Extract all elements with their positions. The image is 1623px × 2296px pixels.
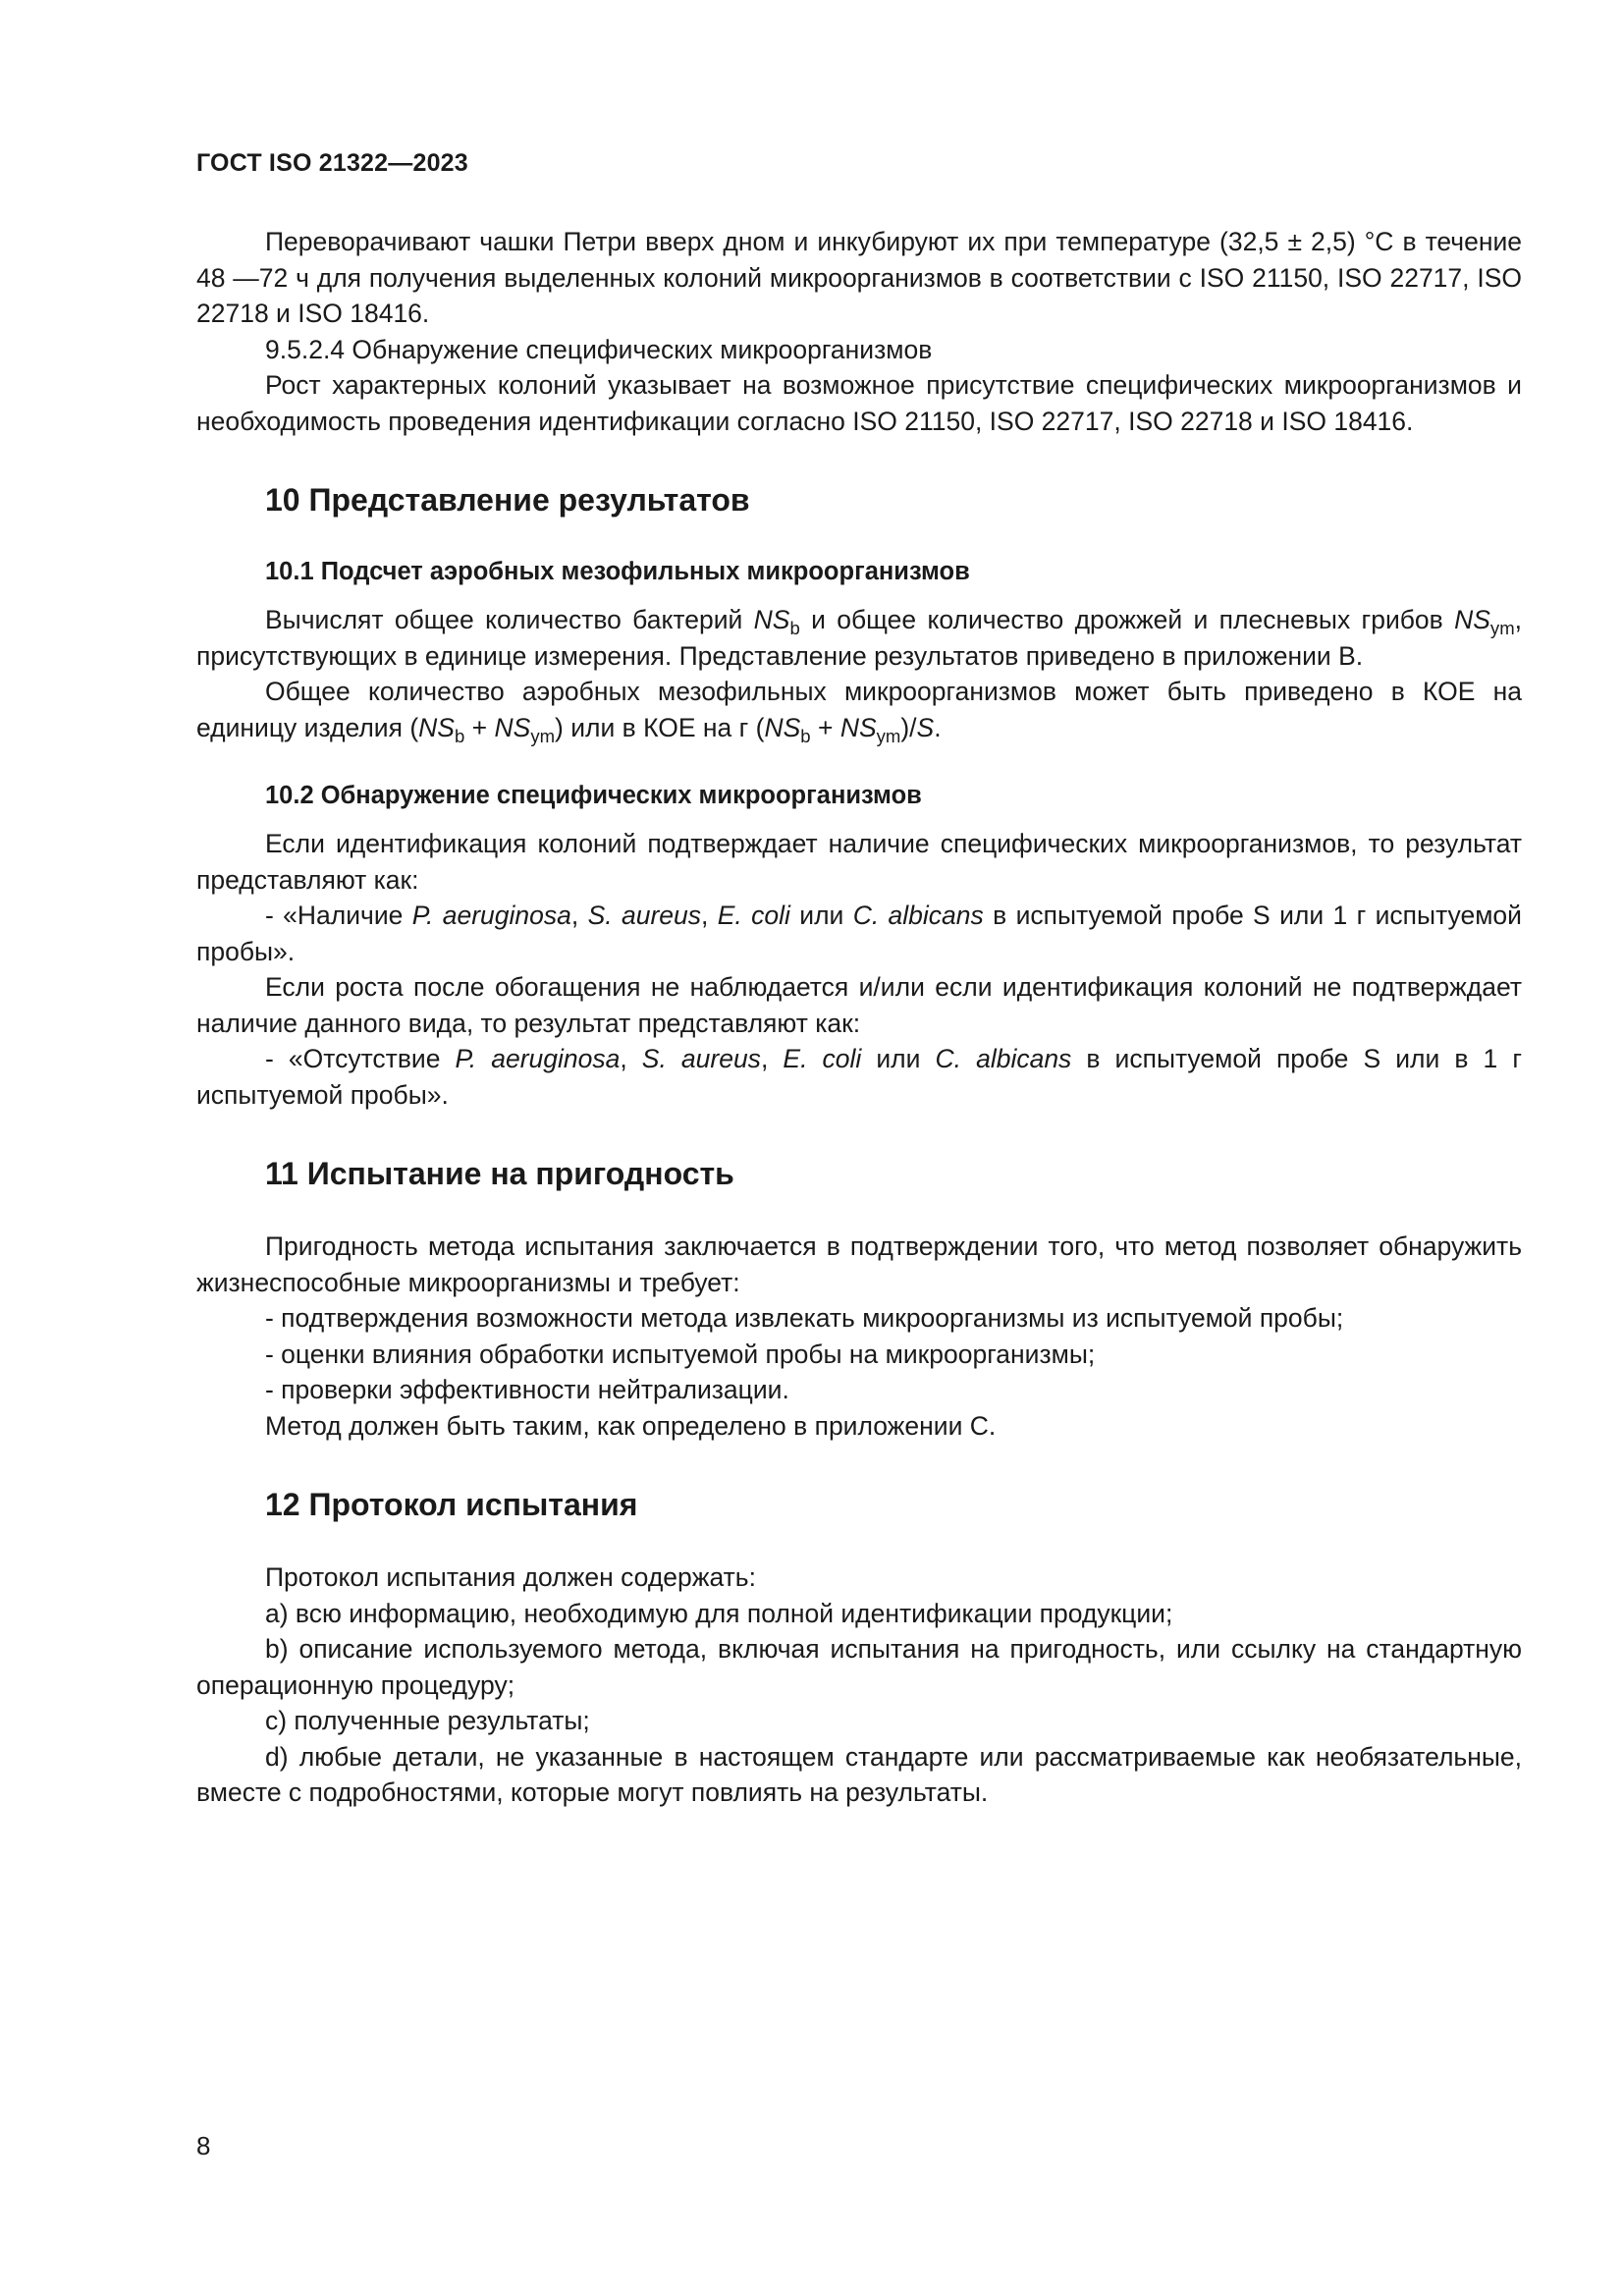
section-10-2-paragraph-2: Если роста после обогащения не наблюдается и/или если идентификация колоний не подтверждает наличие данного вида, то результат представляют как: (196, 972, 1522, 1038)
section-11-paragraph-1: Пригодность метода испытания заключается в подтверждении того, что метод позволяет обнаружить жизнеспособные микроорганизмы и требует: (196, 1231, 1522, 1297)
section-10-2-paragraph-1: Если идентификация колоний подтверждает наличие специфических микроорганизмов, то результат представляют как: (196, 829, 1522, 895)
section-11-list-item: - проверки эффективности нейтрализации. (265, 1375, 789, 1404)
section-12-list-item: с) полученные результаты; (265, 1706, 590, 1735)
section-10-title: 10 Представление результатов (265, 482, 750, 518)
section-10-2-presence-item: - «Наличие P. aeruginosa, S. aureus, E. coli или C. albicans в испытуемой пробе S или 1 г испытуемой пробы». (196, 901, 1522, 966)
section-11-paragraph-2: Метод должен быть таким, как определено в приложении С. (265, 1410, 997, 1441)
section-12-list-item: d) любые детали, не указанные в настоящем стандарте или рассматриваемые как необязательные, вместе с подробностями, которые могут повлиять на результаты. (196, 1741, 1522, 1807)
section-11-list-item: - подтверждения возможности метода извлекать микроорганизмы из испытуемой пробы; (265, 1303, 1344, 1333)
page-body (196, 224, 1522, 1811)
section-12-list-item: b) описание используемого метода, включая испытания на пригодность, или ссылку на стандартную операционную процедуру; (196, 1634, 1522, 1700)
section-10-2-title: 10.2 Обнаружение специфических микроорганизмов (265, 782, 922, 809)
intro-clause-9-5-2-4: 9.5.2.4 Обнаружение специфических микроорганизмов (265, 334, 933, 364)
document-id-header: ГОСТ ISO 21322—2023 (196, 149, 468, 177)
section-12-title: 12 Протокол испытания (265, 1487, 638, 1522)
section-12-list-item: а) всю информацию, необходимую для полной идентификации продукции; (265, 1598, 1173, 1628)
section-10-2-absence-item: - «Отсутствие P. aeruginosa, S. aureus, E. coli или C. albicans в испытуемой пробе S или в 1 г испытуемой пробы». (196, 1044, 1522, 1110)
section-10-1-title: 10.1 Подсчет аэробных мезофильных микроорганизмов (265, 558, 970, 585)
intro-paragraph-1: Переворачивают чашки Петри вверх дном и инкубируют их при температуре (32,5 ± 2,5) °С в течение 48 —72 ч для получения выделенных колоний микроорганизмов в соответствии с ISO 21150, ISO 22717, ISO 22718 и ISO 18416. (196, 227, 1522, 328)
page-number: 8 (196, 2131, 211, 2160)
section-12-paragraph-1: Протокол испытания должен содержать: (265, 1562, 756, 1592)
section-11-list-item: - оценки влияния обработки испытуемой пробы на микроорганизмы; (265, 1339, 1096, 1369)
section-10-1-paragraph-2: Общее количество аэробных мезофильных микроорганизмов может быть приведено в КОЕ на единицу изделия $(NS_b + NS_{ym})$ или в КОЕ на г $(NS_b + NS_{ym})/S$. (196, 677, 1522, 746)
section-11-title: 11 Испытание на пригодность (265, 1156, 734, 1191)
section-10-1-paragraph-1: Вычислят общее количество бактерий $NS_b$ и общее количество дрожжей и плесневых грибов $NS_{ym}$, присутствующих в единице измерения. Представление результатов приведено в приложении В. (196, 605, 1522, 671)
intro-paragraph-3: Рост характерных колоний указывает на возможное присутствие специфических микроорганизмов и необходимость проведения идентификации согласно ISO 21150, ISO 22717, ISO 22718 и ISO 18416. (196, 370, 1522, 436)
